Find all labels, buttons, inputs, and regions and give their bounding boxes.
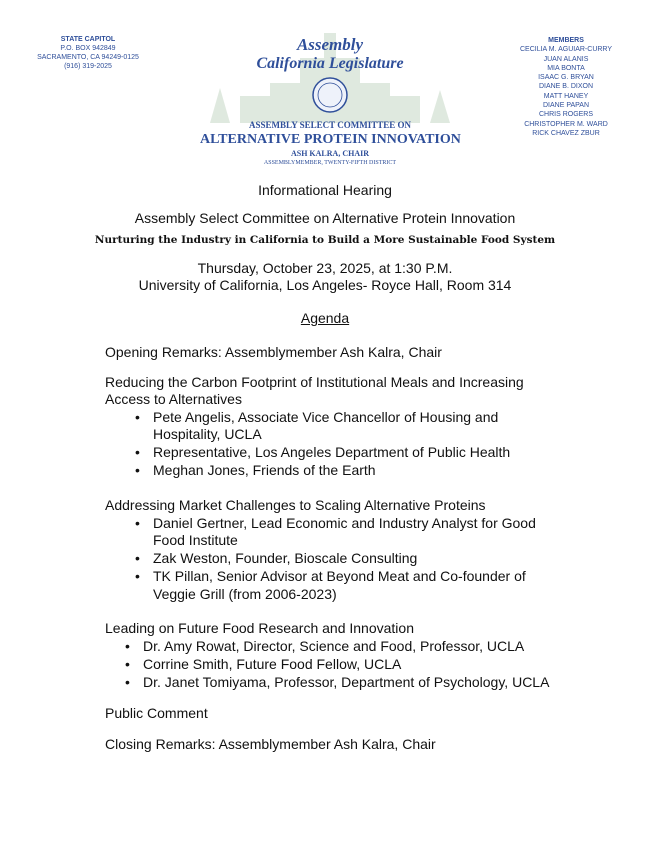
hearing-type: Informational Hearing xyxy=(258,182,392,198)
opening-remarks: Opening Remarks: Assemblymember Ash Kalra, Chair xyxy=(105,344,442,360)
assembly-logo xyxy=(200,28,460,168)
hearing-location: University of California, Los Angeles- Royce Hall, Room 314 xyxy=(138,277,512,293)
member-name: CECILIA M. AGUIAR-CURRY xyxy=(519,46,613,54)
document-page: STATE CAPITOL P.O. BOX 942849 SACRAMENTO, CA 94249-0125 (916) 319-2025 Assembly California Legislature ASSEMBLY SELECT COMMITTEE ON ALTERNATIVE PROTEIN INNOVATION ASH KALRA, CHAIR ASSEMBLYMEMBER, TWENTY-FIFTH DISTRICT MEMBERS CECILIA M. AGUIAR-CURRY JUAN ALANIS MIA BONTA ISAAC G. BRYAN DIANE B. DIXON MATT HANEY DIANE PAPAN CHRIS ROGERS CHRISTOPHER M. WARD RICK CHAVEZ ZBUR Informational Hearing Assembly Select Committee on Alternative Protein Innovation Nurturing the Industry in California to Build a More Sustainable Food System Thursday, October 23, 2025, at 1:30 P.M. University of California, Los Angeles- Royce Hall, Room 314 Agenda Opening Remarks: Assemblymember Ash Kalra, Chair Reducing the Carbon Footprint of Institutional Meals and Increasing Access to Alternatives • Pete Angelis, Associate Vice Chancellor of Housing and Hospitality, UCLA • Representative, Los Angeles Department of Public Health • Meghan Jones, Friends of the Earth Addressing Market Challenges to Scaling Alternative Proteins • Daniel Gertner, Lead Economic and Industry Analyst for Good Food Institute • Zak Weston, Founder, Bioscale Consulting • TK Pillan, Senior Advisor at Beyond Meat and Co-founder of Veggie Grill (from 2006-2023) Leading on Future Food Research and Innovation • Dr. Amy Rowat, Director, Science and Food, Professor, UCLA • Corrine Smith, Future Food Fellow, UCLA • Dr. Janet Tomiyama, Professor, Department of Psychology, UCLA Public Comment Closing Remarks: Assemblymember Ash Kalra, Chair xyxy=(0,0,650,841)
member-name: JUAN ALANIS xyxy=(543,55,589,63)
member-name: DIANE PAPAN xyxy=(542,102,590,110)
section-title: Reducing the Carbon Footprint of Institutional Meals and Increasing xyxy=(105,374,524,390)
member-name: ISAAC G. BRYAN xyxy=(538,74,594,82)
committee-chair: ASH KALRA, CHAIR xyxy=(290,149,369,158)
chair-district: ASSEMBLYMEMBER, TWENTY-FIFTH DISTRICT xyxy=(263,160,397,166)
member-name: DIANE B. DIXON xyxy=(538,83,594,91)
member-name: CHRIS ROGERS xyxy=(538,111,594,119)
member-name: RICK CHAVEZ ZBUR xyxy=(532,129,600,137)
members-title: MEMBERS xyxy=(548,37,584,44)
committee-name: ALTERNATIVE PROTEIN INNOVATION xyxy=(200,132,461,147)
member-name: MIA BONTA xyxy=(547,64,585,72)
committee-title: Assembly Select Committee on Alternative Protein Innovation xyxy=(134,210,516,226)
member-name: CHRISTOPHER M. WARD xyxy=(524,120,608,128)
member-name: MATT HANEY xyxy=(543,92,589,100)
logo-line-1: Assembly xyxy=(296,35,364,54)
address-title: STATE CAPITOL xyxy=(60,36,116,43)
address-line: P.O. BOX 942849 xyxy=(60,45,116,52)
hearing-date: Thursday, October 23, 2025, at 1:30 P.M. xyxy=(197,260,453,276)
section-title: Access to Alternatives xyxy=(105,391,242,407)
closing-remarks: Closing Remarks: Assemblymember Ash Kalra, Chair xyxy=(105,736,436,752)
section-title: Addressing Market Challenges to Scaling Alternative Proteins xyxy=(105,497,486,513)
public-comment: Public Comment xyxy=(105,705,208,721)
agenda-heading: Agenda xyxy=(300,310,350,326)
address-line: SACRAMENTO, CA 94249-0125 xyxy=(37,54,139,61)
members-list xyxy=(505,36,627,138)
logo-line-2: California Legislature xyxy=(256,55,404,72)
section-title: Leading on Future Food Research and Innovation xyxy=(105,620,414,636)
address-line: (916) 319-2025 xyxy=(64,63,112,70)
capitol-address xyxy=(28,35,148,71)
hearing-subtitle: Nurturing the Industry in California to Build a More Sustainable Food System xyxy=(94,234,556,246)
committee-line-1: ASSEMBLY SELECT COMMITTEE ON xyxy=(249,120,411,130)
